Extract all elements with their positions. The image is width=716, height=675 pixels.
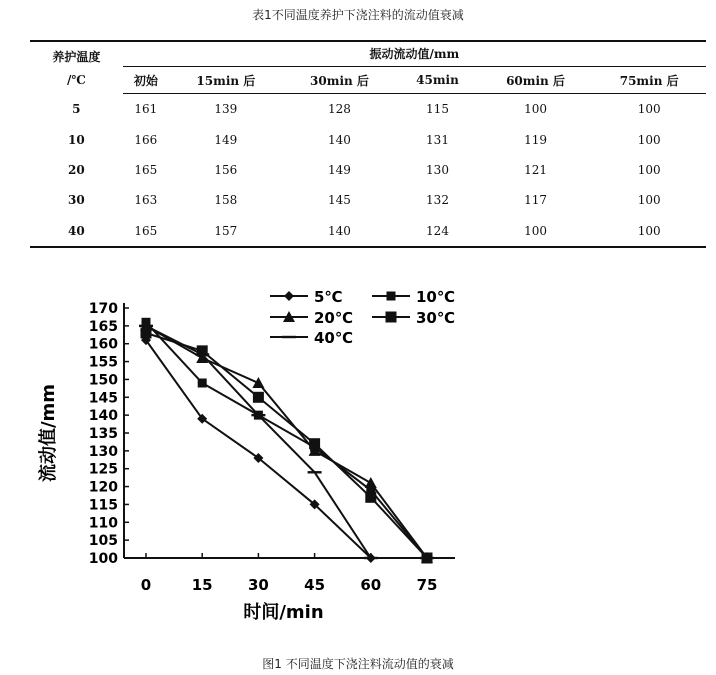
table-cell: 115 bbox=[426, 102, 449, 117]
table-cell: 100 bbox=[637, 193, 661, 208]
table-cell: 100 bbox=[524, 102, 547, 117]
table-cell: 100 bbox=[592, 216, 706, 247]
x-axis-label: 时间/min bbox=[243, 602, 324, 623]
series-3-point bbox=[141, 328, 152, 339]
column-header: 75min 后 bbox=[592, 67, 706, 94]
table-cell: 40 bbox=[30, 216, 123, 247]
y-tick-label: 120 bbox=[88, 479, 118, 496]
row-header-line2: /℃ bbox=[66, 73, 86, 88]
y-axis-label: 流动值/mm bbox=[38, 383, 59, 483]
table-cell: 100 bbox=[637, 162, 661, 177]
series-4-point bbox=[364, 557, 378, 559]
table-cell: 140 bbox=[283, 216, 397, 247]
series-4-point bbox=[195, 353, 209, 355]
series-4-point bbox=[139, 325, 153, 327]
table-cell: 30 bbox=[67, 193, 85, 208]
column-header: 15min 后 bbox=[169, 67, 283, 94]
y-tick-label: 150 bbox=[88, 372, 118, 389]
table-title: 表1不同温度养护下浇注料的流动值衰减 bbox=[252, 8, 464, 22]
series-line-1 bbox=[146, 322, 427, 558]
row-header-line1: 养护温度 bbox=[52, 50, 101, 65]
y-tick-label: 155 bbox=[88, 354, 118, 371]
table-cell: 145 bbox=[328, 193, 351, 208]
series-1-point bbox=[198, 379, 207, 388]
table-cell: 165 bbox=[123, 216, 169, 247]
y-tick-label: 100 bbox=[88, 551, 118, 567]
series-line-4 bbox=[146, 326, 427, 558]
legend-label-1: 10℃ bbox=[416, 288, 456, 306]
table-row bbox=[30, 155, 706, 185]
x-tick-label: 30 bbox=[247, 576, 269, 594]
data-table bbox=[30, 40, 706, 248]
y-tick-label: 145 bbox=[88, 390, 118, 407]
x-tick-label: 0 bbox=[140, 576, 152, 594]
group-header-flow: 振动流动值/mm bbox=[123, 41, 706, 67]
y-tick-label: 130 bbox=[88, 443, 118, 460]
row-header-temperature bbox=[30, 41, 123, 94]
y-tick-label: 140 bbox=[88, 408, 118, 425]
table-cell: 128 bbox=[328, 102, 351, 117]
table-cell: 5 bbox=[72, 101, 81, 116]
series-line-2 bbox=[146, 326, 427, 558]
y-tick-label: 110 bbox=[88, 515, 118, 532]
legend-label-2: 20℃ bbox=[314, 309, 354, 327]
table-cell: 100 bbox=[637, 132, 661, 147]
table-row bbox=[30, 185, 706, 215]
figure-caption: 图1 不同温度下浇注料流动值的衰减 bbox=[262, 657, 454, 671]
x-tick-label: 60 bbox=[360, 576, 382, 594]
x-tick-label: 75 bbox=[416, 576, 438, 594]
series-3-point bbox=[253, 392, 264, 403]
legend-label-3: 30℃ bbox=[416, 309, 456, 327]
table-cell: 158 bbox=[214, 193, 238, 208]
column-header: 30min 后 bbox=[283, 67, 397, 94]
y-tick-label: 125 bbox=[88, 461, 118, 478]
y-tick-label: 160 bbox=[88, 336, 118, 353]
table-cell: 139 bbox=[214, 102, 238, 117]
legend-marker-3 bbox=[386, 312, 397, 323]
y-tick-label: 115 bbox=[88, 497, 118, 514]
y-tick-label: 170 bbox=[88, 301, 118, 317]
series-4-point bbox=[251, 414, 265, 416]
x-tick-label: 15 bbox=[191, 576, 213, 594]
series-3-point bbox=[309, 438, 320, 449]
chart-svg bbox=[0, 268, 716, 638]
table-cell: 132 bbox=[426, 193, 449, 208]
table-row bbox=[30, 216, 706, 247]
table-cell: 140 bbox=[328, 132, 351, 147]
column-header: 初始 bbox=[123, 67, 169, 94]
series-4-point bbox=[308, 471, 322, 473]
table-cell: 161 bbox=[134, 102, 158, 117]
legend-marker-4 bbox=[282, 336, 296, 338]
table-cell: 121 bbox=[524, 162, 547, 177]
table-cell: 163 bbox=[134, 193, 158, 208]
table-cell: 100 bbox=[637, 102, 661, 117]
y-tick-label: 135 bbox=[88, 426, 118, 442]
flow-value-chart bbox=[0, 268, 716, 638]
table-cell: 20 bbox=[67, 162, 85, 177]
table-cell: 149 bbox=[214, 132, 238, 147]
table-cell: 157 bbox=[169, 216, 283, 247]
series-2-point bbox=[365, 477, 377, 488]
series-3-point bbox=[365, 492, 376, 503]
table-row bbox=[30, 94, 706, 125]
series-line-0 bbox=[146, 340, 427, 558]
table-cell: 10 bbox=[67, 132, 85, 147]
table-cell: 166 bbox=[134, 132, 158, 147]
table-cell: 124 bbox=[396, 216, 478, 247]
table-cell: 130 bbox=[426, 162, 449, 177]
legend-marker-1 bbox=[387, 292, 396, 301]
table-row bbox=[30, 124, 706, 154]
y-tick-label: 165 bbox=[88, 318, 118, 335]
table-cell: 149 bbox=[328, 162, 351, 177]
table-cell: 100 bbox=[479, 216, 593, 247]
legend-marker-0 bbox=[284, 291, 294, 301]
series-4-point bbox=[420, 557, 434, 559]
legend-label-0: 5℃ bbox=[314, 288, 343, 306]
table-cell: 165 bbox=[134, 162, 158, 177]
series-2-point bbox=[252, 377, 264, 388]
column-header: 60min 后 bbox=[479, 67, 593, 94]
column-header: 45min bbox=[396, 67, 478, 94]
table-cell: 156 bbox=[214, 162, 238, 177]
legend-label-4: 40℃ bbox=[314, 329, 354, 347]
y-tick-label: 105 bbox=[88, 533, 118, 550]
x-tick-label: 45 bbox=[304, 576, 326, 594]
table-cell: 131 bbox=[426, 132, 449, 147]
table-cell: 117 bbox=[524, 193, 547, 208]
table-cell: 119 bbox=[524, 132, 547, 147]
